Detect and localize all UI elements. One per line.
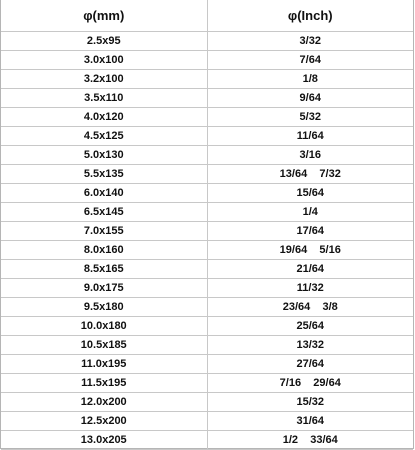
cell-mm: 4.5x125 — [1, 127, 207, 146]
table-row — [1, 431, 413, 450]
cell-mm: 3.2x100 — [1, 70, 207, 89]
table-row — [1, 260, 413, 279]
cell-inch: 19/64 5/16 — [207, 241, 413, 260]
cell-mm: 10.5x185 — [1, 336, 207, 355]
size-conversion-table — [1, 0, 413, 450]
cell-inch: 3/32 — [207, 32, 413, 51]
cell-inch: 13/32 — [207, 336, 413, 355]
header-inch: φ(Inch) — [207, 0, 413, 32]
table-row — [1, 374, 413, 393]
cell-inch: 25/64 — [207, 317, 413, 336]
cell-mm: 7.0x155 — [1, 222, 207, 241]
table-row — [1, 298, 413, 317]
table-row — [1, 51, 413, 70]
cell-inch: 15/32 — [207, 393, 413, 412]
cell-mm: 5.5x135 — [1, 165, 207, 184]
cell-mm: 6.0x140 — [1, 184, 207, 203]
cell-inch: 1/8 — [207, 70, 413, 89]
cell-mm: 5.0x130 — [1, 146, 207, 165]
table-header-row — [1, 0, 413, 32]
cell-mm: 4.0x120 — [1, 108, 207, 127]
cell-mm: 8.5x165 — [1, 260, 207, 279]
cell-inch: 31/64 — [207, 412, 413, 431]
cell-mm: 3.0x100 — [1, 51, 207, 70]
table-row — [1, 241, 413, 260]
cell-inch: 21/64 — [207, 260, 413, 279]
table-row — [1, 203, 413, 222]
cell-inch: 7/16 29/64 — [207, 374, 413, 393]
table-row — [1, 32, 413, 51]
table-row — [1, 146, 413, 165]
table-row — [1, 317, 413, 336]
cell-inch: 11/32 — [207, 279, 413, 298]
cell-inch: 5/32 — [207, 108, 413, 127]
cell-mm: 6.5x145 — [1, 203, 207, 222]
cell-inch: 1/2 33/64 — [207, 431, 413, 450]
cell-inch: 13/64 7/32 — [207, 165, 413, 184]
cell-inch: 27/64 — [207, 355, 413, 374]
cell-inch: 1/4 — [207, 203, 413, 222]
table-row — [1, 165, 413, 184]
cell-mm: 10.0x180 — [1, 317, 207, 336]
table-row — [1, 412, 413, 431]
cell-inch: 3/16 — [207, 146, 413, 165]
cell-inch: 7/64 — [207, 51, 413, 70]
cell-inch: 23/64 3/8 — [207, 298, 413, 317]
cell-inch: 17/64 — [207, 222, 413, 241]
cell-inch: 11/64 — [207, 127, 413, 146]
table-row — [1, 355, 413, 374]
cell-mm: 12.5x200 — [1, 412, 207, 431]
cell-mm: 11.5x195 — [1, 374, 207, 393]
cell-mm: 8.0x160 — [1, 241, 207, 260]
table-row — [1, 108, 413, 127]
table-row — [1, 336, 413, 355]
table-row — [1, 393, 413, 412]
table-row — [1, 127, 413, 146]
table-row — [1, 184, 413, 203]
table-row — [1, 70, 413, 89]
cell-mm: 12.0x200 — [1, 393, 207, 412]
cell-inch: 9/64 — [207, 89, 413, 108]
cell-mm: 13.0x205 — [1, 431, 207, 450]
table-row — [1, 279, 413, 298]
cell-mm: 9.5x180 — [1, 298, 207, 317]
cell-mm: 11.0x195 — [1, 355, 207, 374]
cell-inch: 15/64 — [207, 184, 413, 203]
cell-mm: 2.5x95 — [1, 32, 207, 51]
cell-mm: 3.5x110 — [1, 89, 207, 108]
table-row — [1, 222, 413, 241]
table-row — [1, 89, 413, 108]
cell-mm: 9.0x175 — [1, 279, 207, 298]
header-mm: φ(mm) — [1, 0, 207, 32]
